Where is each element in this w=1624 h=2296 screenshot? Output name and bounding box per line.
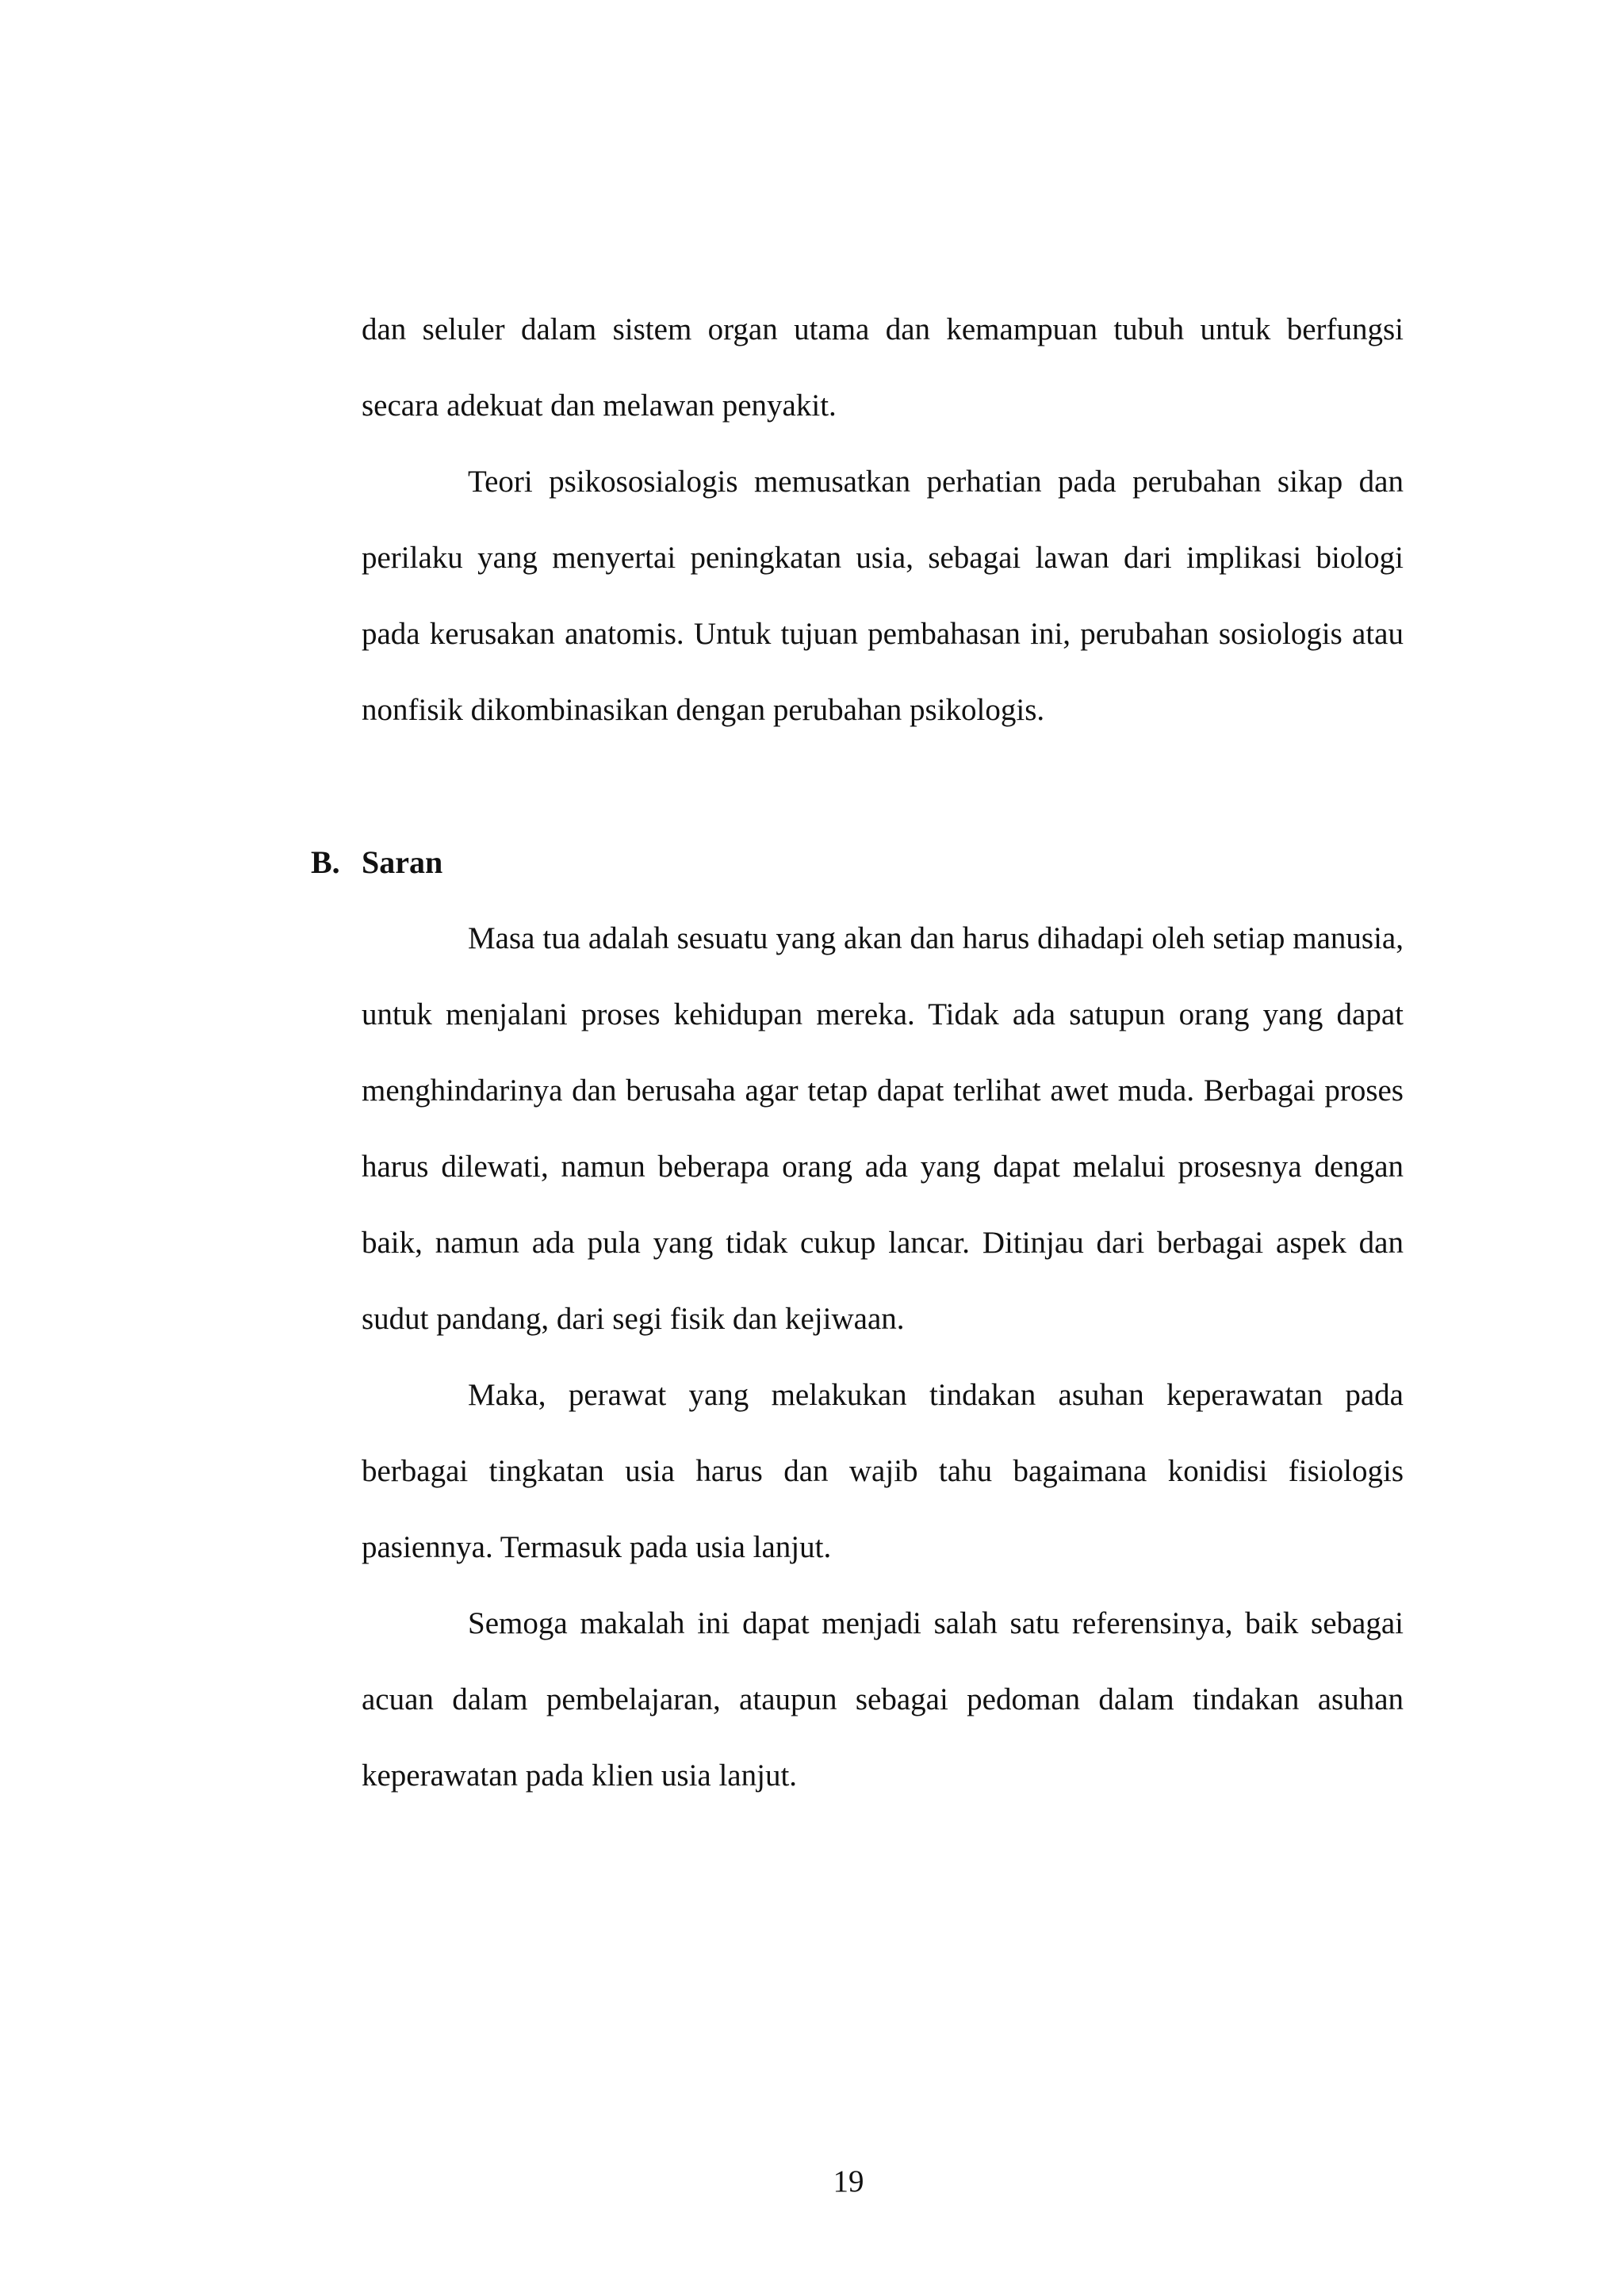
saran-paragraph-2: Maka, perawat yang melakukan tindakan asuhan keperawatan pada berbagai tingkatan usia harus dan wajib tahu bagaimana konidisi fisiologis pasiennya. Termasuk pada usia lanjut. [362,1378,1404,1564]
theory-paragraph: Teori psikososialogis memusatkan perhatian pada perubahan sikap dan perilaku yang menyertai peningkatan usia, sebagai lawan dari implikasi biologi pada kerusakan anatomis. Untuk tujuan pembahasan ini, perubahan sosiologis atau nonfisik dikombinasikan dengan perubahan psikologis. [362,465,1404,727]
continuation-block [362,292,1404,444]
saran-body [362,901,1404,1814]
continuation-paragraph: dan seluler dalam sistem organ utama dan kemampuan tubuh untuk berfungsi secara adekuat dan melawan penyakit. [362,312,1404,423]
page-number: 19 [833,2164,864,2198]
section-marker: B. [311,844,340,880]
saran-paragraph-3: Semoga makalah ini dapat menjadi salah satu referensinya, baik sebagai acuan dalam pembelajaran, ataupun sebagai pedoman dalam tindakan asuhan keperawatan pada klien usia lanjut. [362,1606,1404,1793]
section-title: Saran [362,844,443,880]
theory-block [362,444,1404,748]
section-heading-saran [311,825,442,901]
saran-paragraph-1: Masa tua adalah sesuatu yang akan dan harus dihadapi oleh setiap manusia, untuk menjalani proses kehidupan mereka. Tidak ada satupun orang yang dapat menghindarinya dan berusaha agar tetap dapat terlihat awet muda. Berbagai proses harus dilewati, namun beberapa orang ada yang dapat melalui prosesnya dengan baik, namun ada pula yang tidak cukup lancar. Ditinjau dari berbagai aspek dan sudut pandang, dari segi fisik dan kejiwaan. [362,921,1404,1336]
